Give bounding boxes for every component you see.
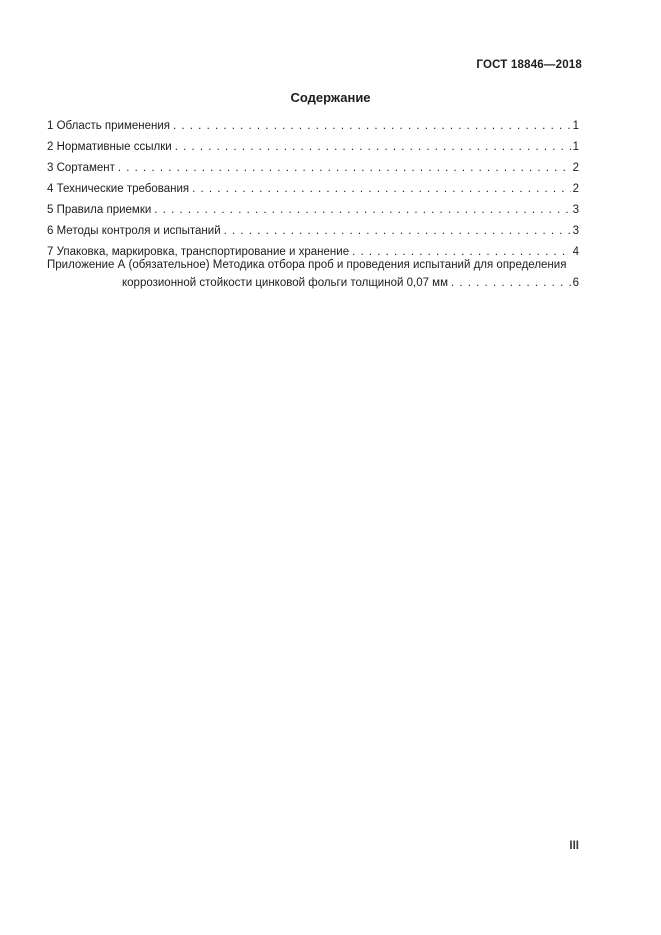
toc-entry bbox=[47, 141, 579, 162]
toc-entry-page: 2 bbox=[572, 162, 579, 174]
toc-leader-dots bbox=[118, 162, 571, 174]
toc-entry-page: 1 bbox=[572, 120, 579, 132]
table-of-contents bbox=[47, 120, 579, 267]
toc-entry-label: 7 Упаковка, маркировка, транспортирование и хранение bbox=[47, 246, 350, 258]
toc-entry-page: 3 bbox=[572, 204, 579, 216]
toc-entry bbox=[47, 183, 579, 204]
toc-leader-dots bbox=[451, 277, 571, 289]
toc-entry-page: 3 bbox=[572, 225, 579, 237]
toc-entry-label: 6 Методы контроля и испытаний bbox=[47, 225, 221, 237]
toc-entry-label: 3 Сортамент bbox=[47, 162, 115, 174]
page-title: Содержание bbox=[290, 90, 371, 105]
toc-leader-dots bbox=[224, 225, 571, 237]
toc-entry-label: 2 Нормативные ссылки bbox=[47, 141, 172, 153]
appendix-entry bbox=[47, 256, 579, 298]
toc-entry-page: 1 bbox=[572, 141, 579, 153]
toc-leader-dots bbox=[154, 204, 570, 216]
toc-entry bbox=[47, 204, 579, 225]
toc-leader-dots bbox=[175, 141, 571, 153]
toc-leader-dots bbox=[192, 183, 570, 195]
document-code: ГОСТ 18846—2018 bbox=[476, 59, 582, 71]
page-number: III bbox=[569, 840, 579, 852]
appendix-line1: Приложение А (обязательное) Методика отбора проб и проведения испытаний для определения bbox=[47, 259, 567, 271]
appendix-line2: коррозионной стойкости цинковой фольги толщиной 0,07 мм bbox=[122, 277, 448, 289]
toc-entry-label: 1 Область применения bbox=[47, 120, 171, 132]
toc-entry-label: 5 Правила приемки bbox=[47, 204, 152, 216]
toc-entry bbox=[47, 120, 579, 141]
toc-leader-dots bbox=[173, 120, 571, 132]
appendix-line2-row bbox=[122, 277, 579, 298]
toc-entry bbox=[47, 162, 579, 183]
toc-entry-label: 4 Технические требования bbox=[47, 183, 190, 195]
toc-entry bbox=[47, 225, 579, 246]
appendix-page-number: 6 bbox=[572, 277, 579, 289]
toc-entry-page: 4 bbox=[572, 246, 579, 258]
toc-entry-page: 2 bbox=[572, 183, 579, 195]
